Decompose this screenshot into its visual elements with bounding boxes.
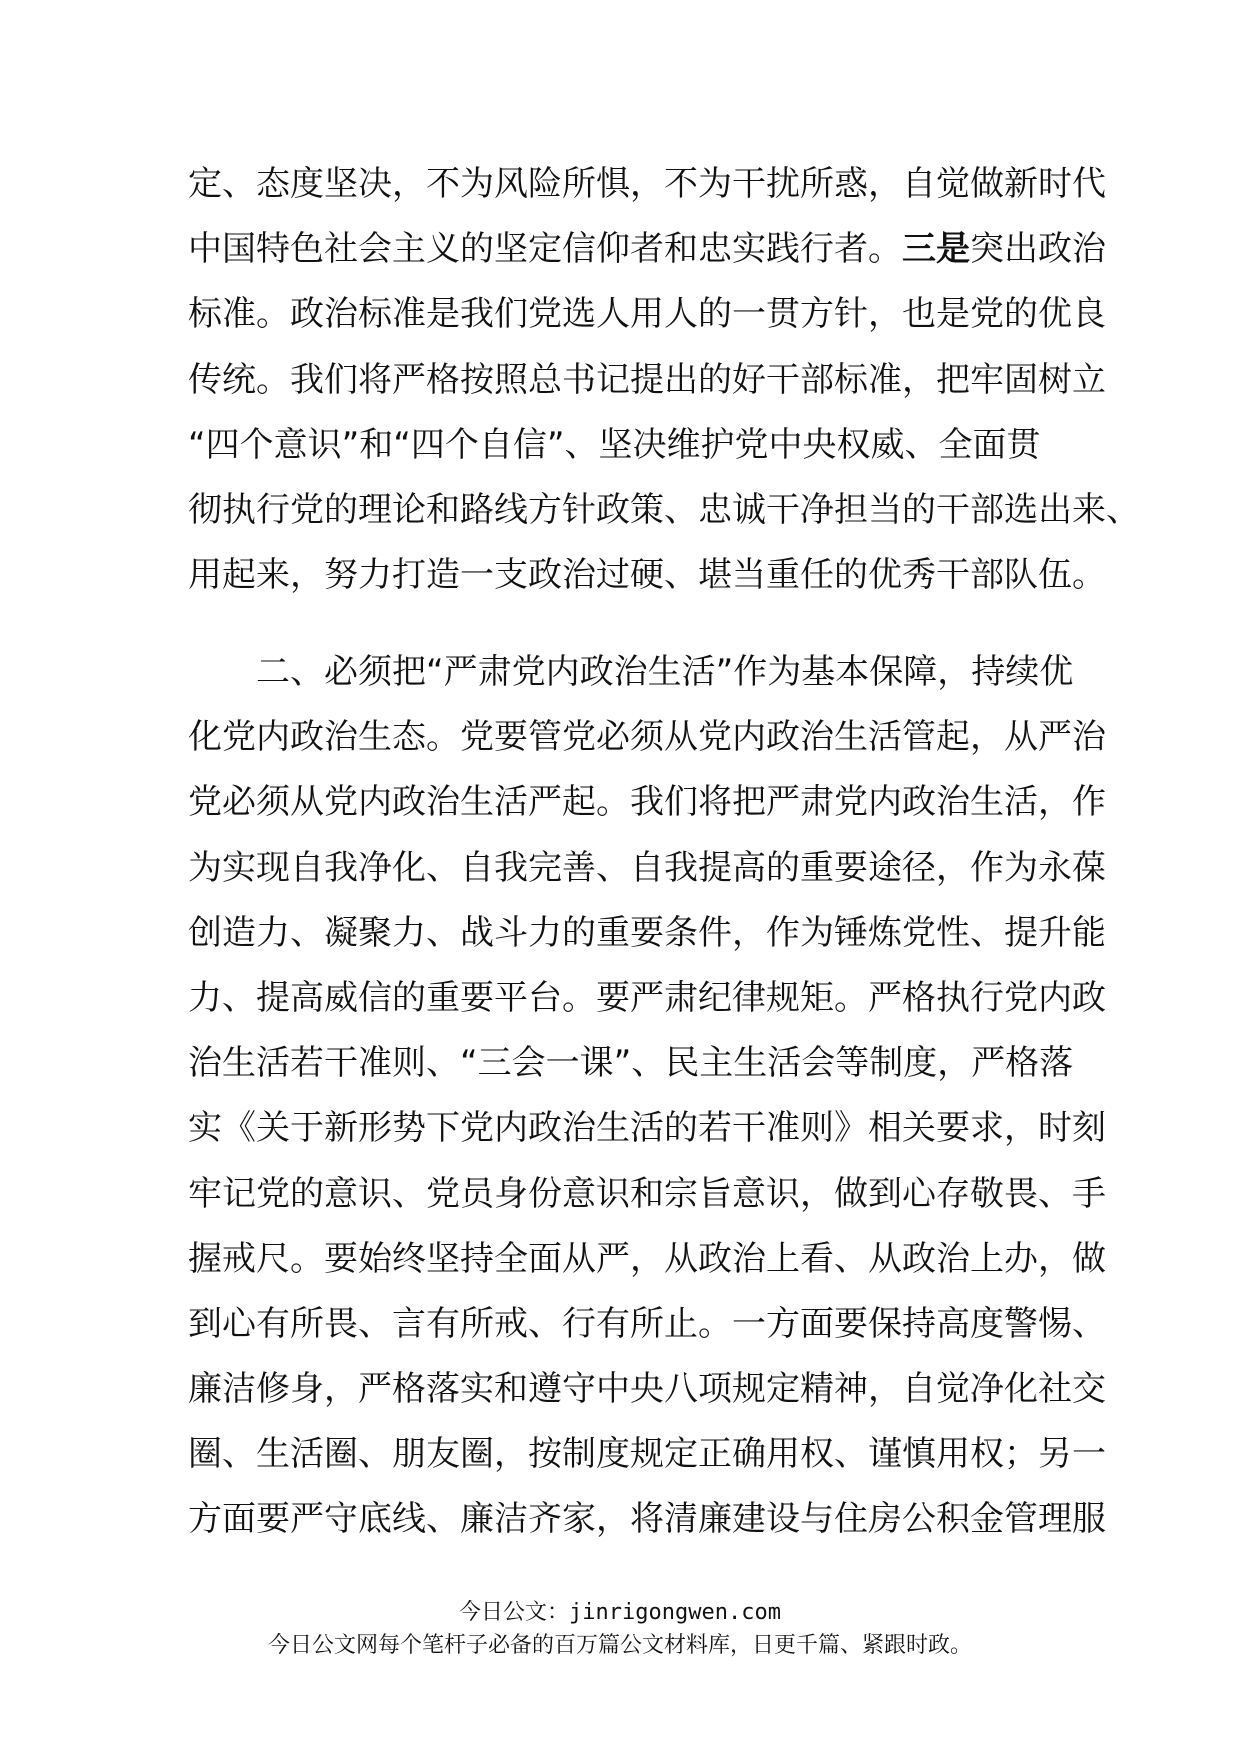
text-line: “四个意识”和“四个自信”、坚决维护党中央权威、全面贯 [188, 424, 1041, 465]
text-line: 实《关于新形势下党内政治生活的若干准则》相关要求，时刻 [188, 1108, 1106, 1149]
footer-source [0, 1595, 1240, 1626]
text-line: 治生活若干准则、“三会一课”、民主生活会等制度，严格落 [188, 1043, 1074, 1084]
paragraph-2 [188, 640, 1106, 1553]
text-line: 方面要严守底线、廉洁齐家，将清廉建设与住房公积金管理服 [188, 1499, 1106, 1540]
paragraph-1 [188, 152, 1140, 608]
text-line: 二、必须把“严肃党内政治生活”作为基本保障，持续优 [256, 652, 1074, 692]
text-line: 创造力、凝聚力、战斗力的重要条件，作为锤炼党性、提升能 [188, 912, 1106, 953]
text-line: 圈、生活圈、朋友圈，按制度规定正确用权、谨慎用权；另一 [188, 1434, 1106, 1475]
text-segment: 突出政治 [970, 229, 1106, 270]
text-line: 到心有所畏、言有所戒、行有所止。一方面要保持高度警惕、 [188, 1303, 1106, 1344]
text-line: 定、态度坚决，不为风险所惧，不为干扰所惑，自觉做新时代 [188, 164, 1106, 204]
text-line: 廉洁修身，严格落实和遵守中央八项规定精神，自觉净化社交 [188, 1369, 1106, 1410]
footer-tagline: 今日公文网每个笔杆子必备的百万篇公文材料库，日更千篇、紧跟时政。 [267, 1633, 972, 1658]
bold-marker: 三是 [902, 229, 970, 270]
text-line: 化党内政治生态。党要管党必须从党内政治生活管起，从严治 [188, 717, 1106, 758]
text-line: 彻执行党的理论和路线方针政策、忠诚干净担当的干部选出来、 [188, 489, 1140, 530]
text-line: 力、提高威信的重要平台。要严肃纪律规矩。严格执行党内政 [188, 977, 1106, 1018]
text-line: 牢记党的意识、党员身份意识和宗旨意识，做到心存敬畏、手 [188, 1173, 1106, 1214]
footer-label: 今日公文： [459, 1600, 570, 1625]
text-segment: 中国特色社会主义的坚定信仰者和忠实践行者。 [188, 229, 902, 270]
text-line: 传统。我们将严格按照总书记提出的好干部标准，把牢固树立 [188, 359, 1106, 400]
footer-url-link[interactable]: jinrigongwen.com [569, 1600, 781, 1625]
text-line: 党必须从党内政治生活严起。我们将把严肃党内政治生活，作 [188, 782, 1106, 823]
text-line: 握戒尺。要始终坚持全面从严，从政治上看、从政治上办，做 [188, 1238, 1106, 1279]
text-line [188, 217, 1106, 282]
text-line: 为实现自我净化、自我完善、自我提高的重要途径，作为永葆 [188, 847, 1106, 888]
text-line: 标准。政治标准是我们党选人用人的一贯方针，也是党的优良 [188, 294, 1106, 335]
text-line: 用起来，努力打造一支政治过硬、堪当重任的优秀干部队伍。 [188, 555, 1106, 596]
